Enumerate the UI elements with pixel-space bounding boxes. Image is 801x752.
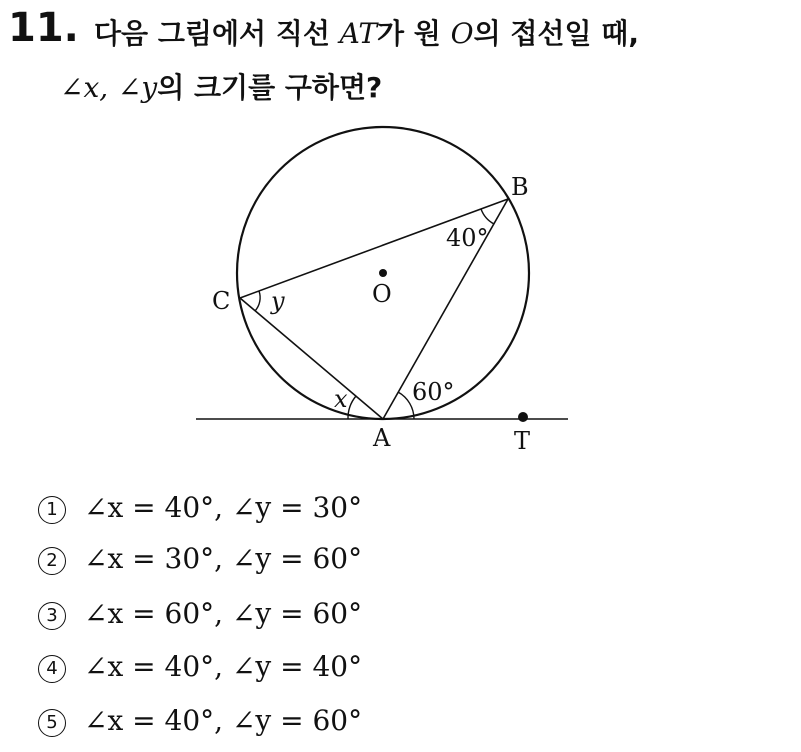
choice-3[interactable] xyxy=(38,594,362,634)
label-a: A xyxy=(373,424,391,452)
choice-text: ∠x = 60°, ∠y = 60° xyxy=(84,597,363,630)
angle-arc-c xyxy=(255,291,260,311)
choice-2[interactable] xyxy=(38,539,362,579)
line-name: AT xyxy=(339,17,378,50)
angle-arc-b xyxy=(481,209,494,224)
angle-x-symbol: ∠x, xyxy=(60,71,109,104)
choice-number: 3 xyxy=(38,602,66,630)
choice-number: 1 xyxy=(38,496,66,524)
choice-number: 2 xyxy=(38,547,66,575)
label-angle-b: 40° xyxy=(446,224,489,252)
choice-text: ∠x = 40°, ∠y = 60° xyxy=(84,704,363,737)
choice-1[interactable] xyxy=(38,488,362,528)
choice-number: 4 xyxy=(38,655,66,683)
label-t: T xyxy=(514,427,531,455)
question-text-part2: 가 원 xyxy=(377,17,451,50)
label-angle-a: 60° xyxy=(412,378,455,406)
choice-5[interactable] xyxy=(38,701,362,741)
choice-number: 5 xyxy=(38,709,66,737)
label-x: x xyxy=(334,385,348,413)
question-number: 11. xyxy=(8,5,79,51)
question-text-part3: 의 접선일 때, xyxy=(473,17,639,50)
center-point-o xyxy=(379,269,387,277)
question-text-part4: 의 크기를 구하면? xyxy=(157,71,383,104)
angle-y-symbol: ∠y xyxy=(117,71,158,104)
circle-name: O xyxy=(450,17,474,50)
choice-text: ∠x = 40°, ∠y = 40° xyxy=(84,650,363,683)
choice-4[interactable] xyxy=(38,647,362,687)
question-text-part1: 다음 그림에서 직선 xyxy=(94,17,340,50)
choice-text: ∠x = 40°, ∠y = 30° xyxy=(84,491,363,524)
label-o: O xyxy=(372,280,392,308)
label-b: B xyxy=(511,173,529,201)
point-t xyxy=(518,412,528,422)
label-c: C xyxy=(212,287,231,315)
choice-text: ∠x = 30°, ∠y = 60° xyxy=(84,542,363,575)
label-y: y xyxy=(271,287,285,315)
